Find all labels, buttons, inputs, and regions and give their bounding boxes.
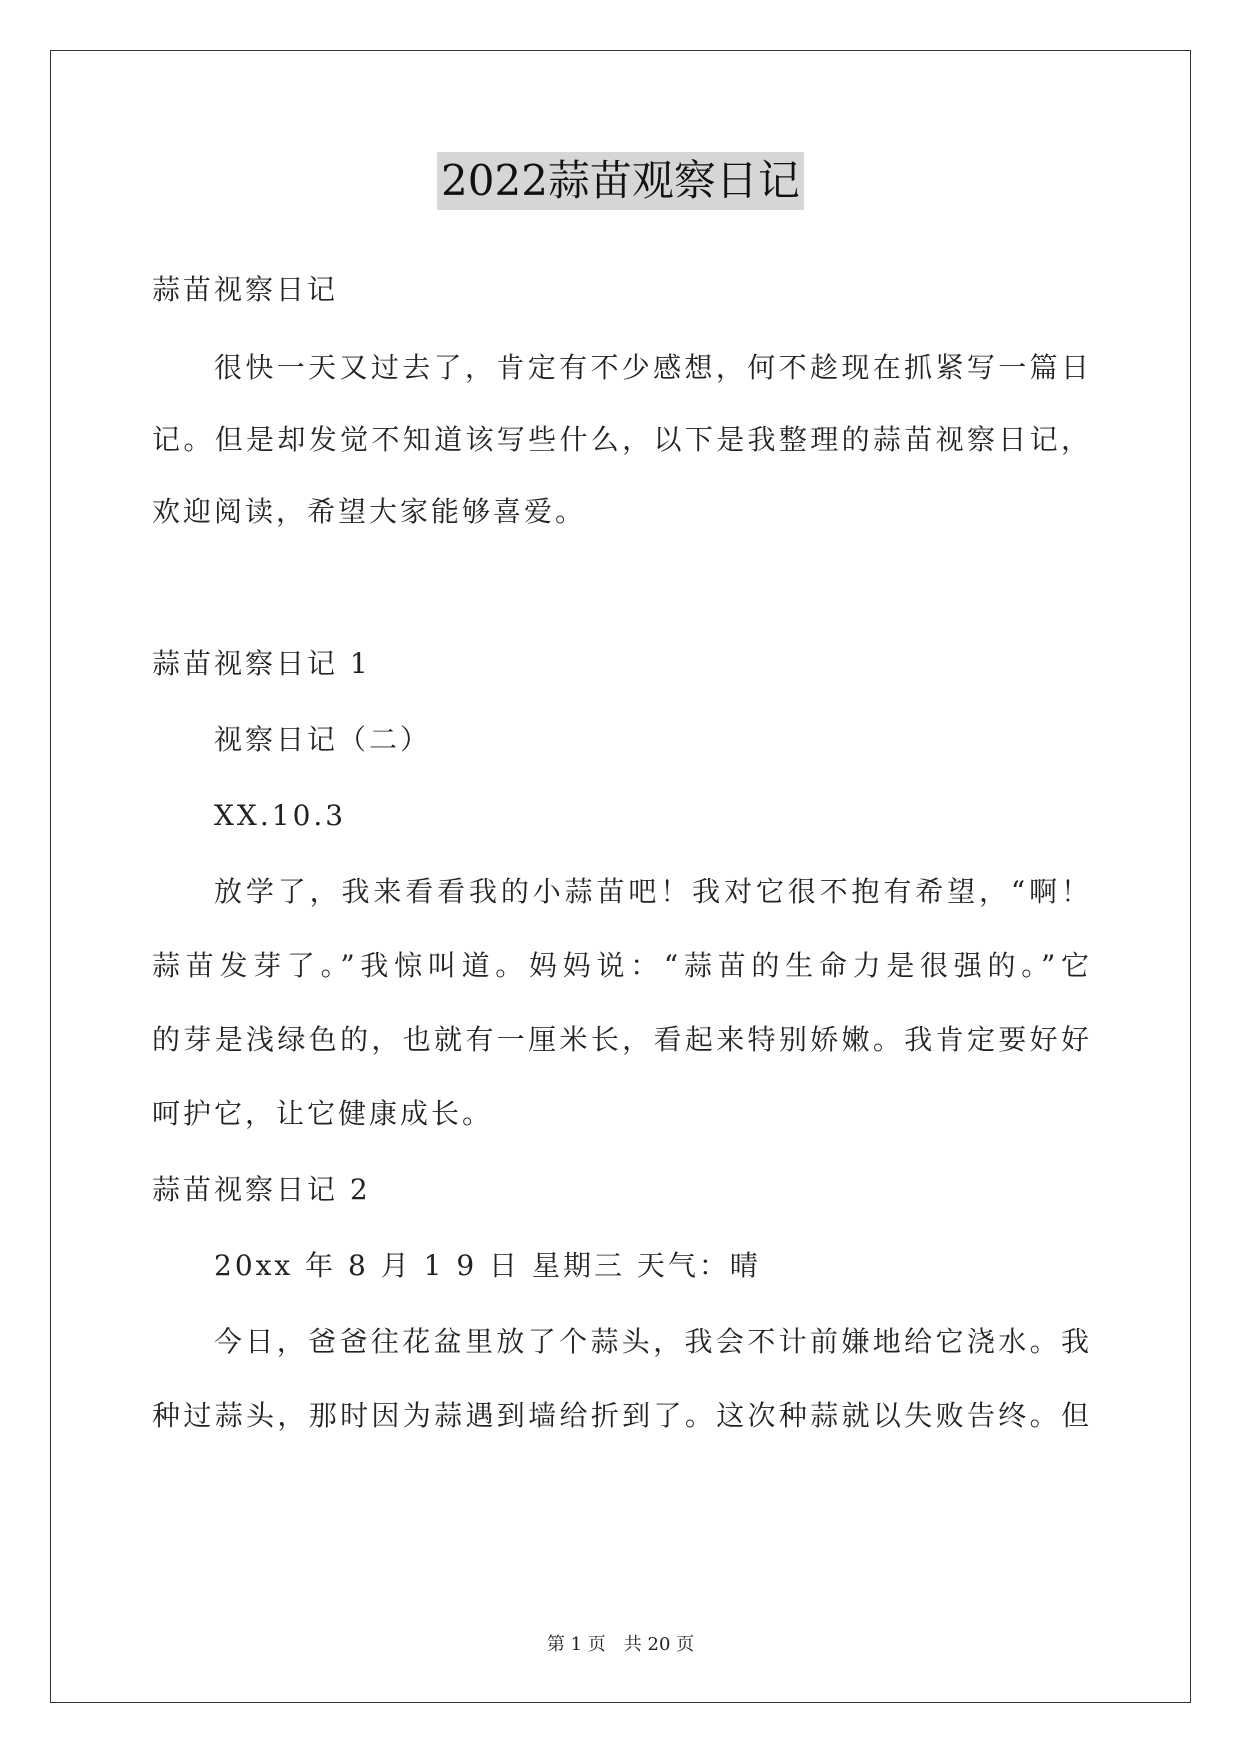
section-heading: 蒜苗视察日记 1 xyxy=(152,647,371,680)
section-heading: 蒜苗视察日记 2 xyxy=(152,1173,371,1206)
section-heading: 蒜苗视察日记 xyxy=(152,273,339,306)
date-line: 20xx 年 8 月 1 9 日 星期三 天气：晴 xyxy=(214,1249,761,1282)
page-footer: 第 1 页 共 20 页 xyxy=(546,1634,695,1655)
paragraph-line: 今日，爸爸往花盆里放了个蒜头，我会不计前嫌地给它浇水。我 xyxy=(214,1325,1092,1358)
title-container xyxy=(0,152,1241,210)
paragraph-line: 视察日记（二） xyxy=(214,723,432,756)
date-line: XX.10.3 xyxy=(214,799,347,832)
paragraph-line: 呵护它，让它健康成长。 xyxy=(152,1097,494,1130)
paragraph-line: 的芽是浅绿色的，也就有一厘米长，看起来特别娇嫩。我肯定要好好 xyxy=(152,1023,1092,1056)
paragraph-line: 记。但是却发觉不知道该写些什么，以下是我整理的蒜苗视察日记， xyxy=(152,423,1092,456)
document-title: 2022蒜苗观察日记 xyxy=(437,152,804,210)
paragraph-line: 欢迎阅读，希望大家能够喜爱。 xyxy=(152,495,587,528)
paragraph-line: 放学了，我来看看我的小蒜苗吧！我对它很不抱有希望，“啊！ xyxy=(214,875,1092,908)
paragraph-line: 很快一天又过去了，肯定有不少感想，何不趁现在抓紧写一篇日 xyxy=(214,351,1092,384)
paragraph-line: 种过蒜头，那时因为蒜遇到墙给折到了。这次种蒜就以失败告终。但 xyxy=(152,1399,1092,1432)
paragraph-line: 蒜苗发芽了。”我惊叫道。妈妈说：“蒜苗的生命力是很强的。”它 xyxy=(152,949,1092,982)
